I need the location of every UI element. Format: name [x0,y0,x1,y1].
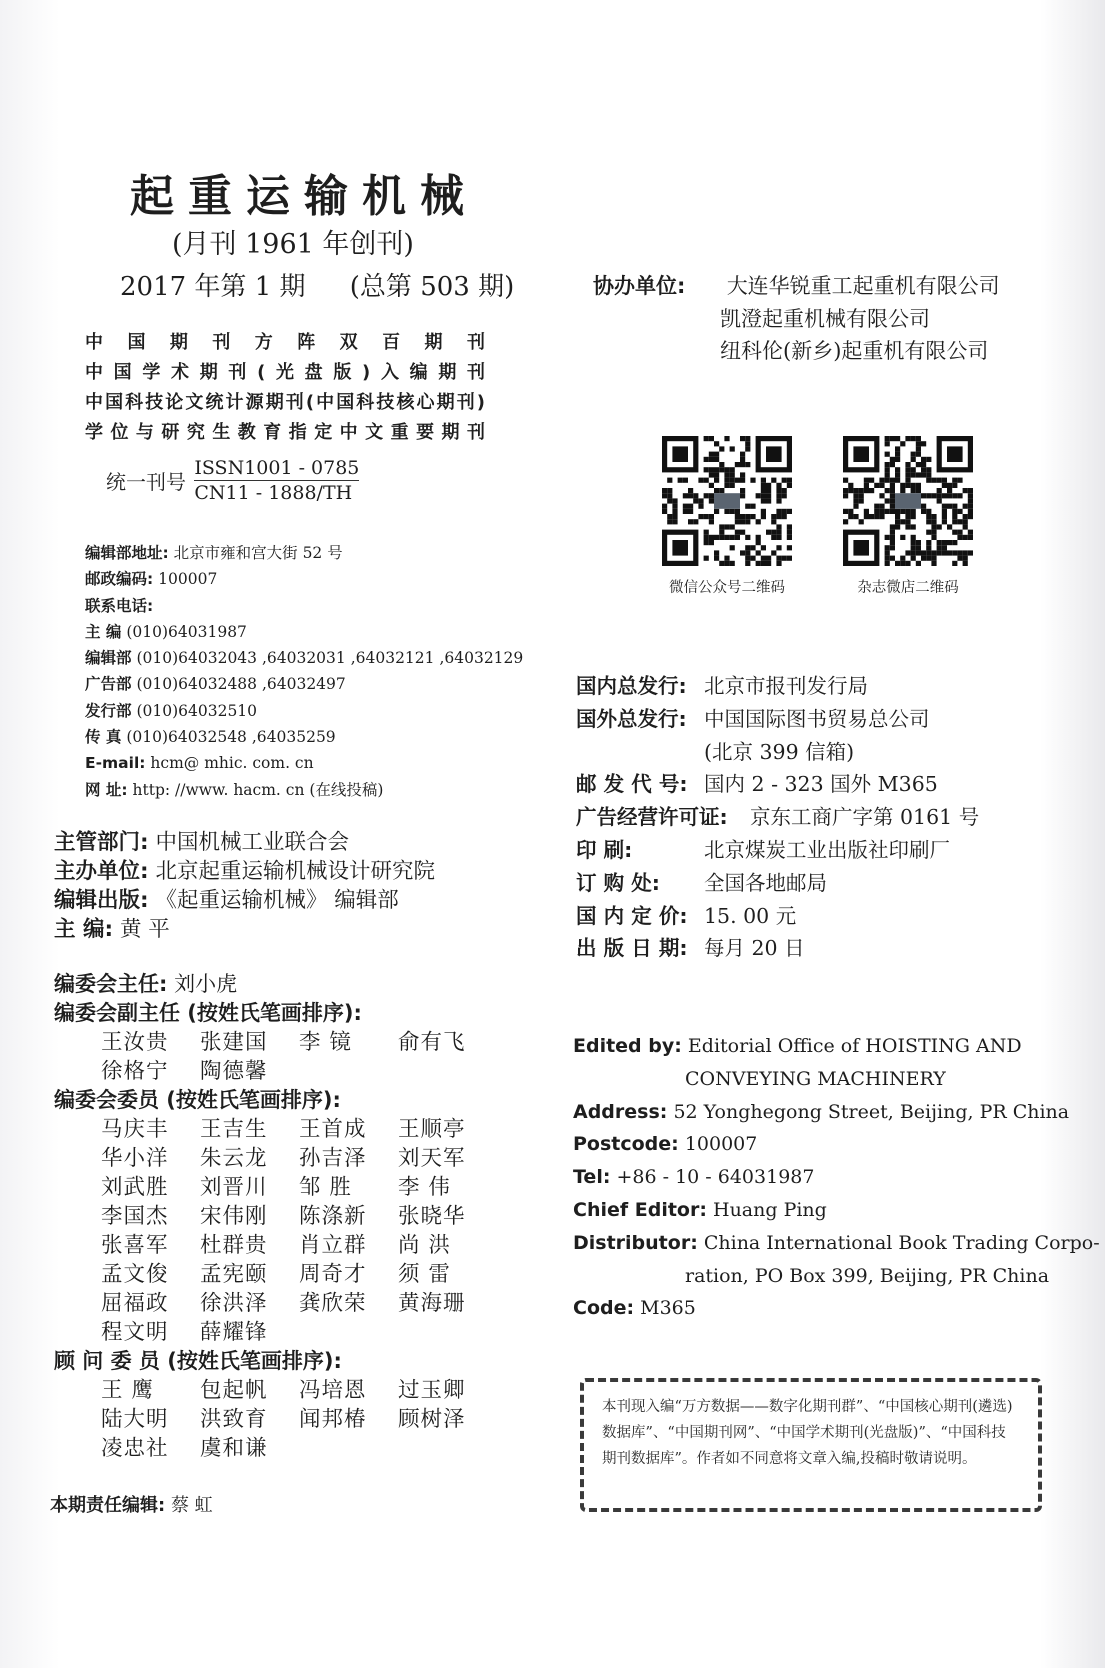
dist-label: 出 版 日 期: [576,936,688,961]
eng-chief: Huang Ping [713,1198,827,1221]
board-name: 李 镜 [299,1030,352,1055]
contact-info [85,540,523,803]
contact-label: 联系电话: [85,596,154,615]
index-item: 中 国 期 刊 方 阵 双 百 期 刊 [85,332,485,353]
board-name: 顾树泽 [398,1407,466,1432]
contact-label: 主 编 [85,622,122,641]
board-name: 闻邦椿 [299,1407,367,1432]
board-name: 王汝贵 [101,1030,169,1055]
contact-label: E-mail: [85,754,146,773]
contact-address: 北京市雍和宫大街 52 号 [173,544,343,562]
store-qr [843,436,973,570]
eng-chief-row [573,1194,1053,1227]
board-name: 陈涤新 [299,1204,367,1229]
eng-edited-row-2 [573,1063,1053,1096]
journal-title: 起重运输机械 [130,171,478,222]
english-info [573,1030,1100,1325]
board-name: 华小洋 [101,1146,169,1171]
qr-caption: 杂志微店二维码 [857,580,959,596]
mgmt-label: 主办单位: [54,859,149,884]
board-name: 陆大明 [101,1407,169,1432]
contact-email: hcm@ mhic. com. cn [150,754,314,773]
board-chair-row [54,970,514,999]
dist-label: 印 刷: [576,837,633,862]
board-name: 王 鹰 [101,1378,154,1403]
board-name: 冯培恩 [299,1378,367,1403]
qr-code-icon [662,436,792,566]
dist-foreign-row [576,703,979,736]
mgmt-label: 主管部门: [54,830,149,855]
eng-postcode: 100007 [684,1133,758,1156]
contact-postcode-row [85,566,523,592]
vice-chair-list [101,1028,514,1086]
dist-label: 邮 发 代 号: [576,772,688,797]
dist-order-row [576,867,979,900]
contact-web: http: //www. hacm. cn (在线投稿) [132,780,384,799]
board-name: 王顺亭 [398,1117,466,1142]
eng-label: Edited by: [573,1035,682,1057]
issn-block [106,456,359,505]
dist-code: 国内 2 - 323 国外 M365 [704,772,938,797]
board-name: 周奇才 [299,1262,367,1287]
board-name: 须 雷 [398,1262,451,1287]
contact-label: 传 真 [85,728,122,747]
eng-distributor-row-2 [573,1260,1053,1293]
board-name: 孟文俊 [101,1262,169,1287]
board-label: 编委会副主任 (按姓氏笔画排序): [54,1001,362,1025]
eng-edited-row [573,1030,1053,1063]
contact-dist-phone: (010)64032510 [136,701,258,720]
eng-label: Address: [573,1100,668,1123]
contact-phone-heading [85,593,523,619]
board-name: 李 伟 [398,1175,451,1200]
contact-web-row [85,777,523,803]
dist-label: 国 内 定 价: [576,903,688,928]
board-label: 顾 问 委 员 (按姓氏笔画排序): [54,1349,342,1373]
dist-date-row [576,932,979,965]
board-name: 虞和谦 [200,1436,268,1461]
mgmt-dept: 中国机械工业联合会 [155,830,349,855]
board-name: 俞有飞 [398,1030,466,1055]
dist-foreign-box: (北京 399 信箱) [704,739,855,764]
eng-postcode-row [573,1128,1053,1161]
board-name: 孙吉泽 [299,1146,367,1171]
board-advisors-heading [54,1347,514,1376]
dist-code-row [576,768,979,801]
board-name: 王吉生 [200,1117,268,1142]
dist-price-row [576,900,979,933]
cn-number: CN11 - 1888/TH [194,482,353,504]
board-name: 屈福政 [101,1291,169,1316]
board-name: 宋伟刚 [200,1204,268,1229]
contact-fax: (010)64032548 ,64035259 [126,728,336,747]
mgmt-sponsor: 北京起重运输机械设计研究院 [155,859,435,884]
eng-label: Distributor: [573,1231,698,1254]
board-name: 徐洪泽 [200,1291,268,1316]
contact-editorial-phone: (010)64032043 ,64032031 ,64032121 ,64032129 [136,649,524,668]
board-name: 王首成 [299,1117,367,1142]
contact-label: 网 址: [85,780,128,799]
contact-label: 广告部 [85,675,132,694]
issue-line [120,266,550,303]
board-members-heading [54,1086,514,1115]
journal-subtitle: (月刊 1961 年创刊) [172,229,414,260]
qr-caption: 微信公众号二维码 [669,580,785,596]
member-list [101,1115,514,1347]
mgmt-label: 编辑出版: [54,888,149,913]
board-chair: 刘小虎 [174,972,238,996]
contact-fax-row [85,724,523,750]
mgmt-dept-row [54,828,435,857]
contact-label: 发行部 [85,701,132,720]
responsible-editor [50,1491,213,1517]
board-name: 陶德馨 [200,1059,268,1084]
eng-code: M365 [640,1297,696,1320]
mgmt-publisher: 《起重运输机械》 编辑部 [155,888,399,913]
dist-price: 15. 00 元 [704,903,797,928]
dist-label: 广告经营许可证: [576,805,728,830]
mgmt-label: 主 编: [54,917,114,942]
eng-address-row [573,1096,1070,1129]
co-org-item: 凯澄起重机械有限公司 [720,306,930,331]
dist-order: 全国各地邮局 [704,870,827,895]
qr-code-icon [843,436,973,566]
eng-distributor-row [573,1227,1100,1260]
dist-label: 国内总发行: [576,674,687,698]
board-name: 程文明 [101,1320,169,1345]
advisor-list [101,1376,514,1463]
mgmt-sponsor-row [54,857,435,886]
board-label: 编委会委员 (按姓氏笔画排序): [54,1088,341,1112]
eng-distributor: China International Book Trading Corpo- [703,1231,1100,1254]
board-name: 邹 胜 [299,1175,352,1200]
board-name: 洪致育 [200,1407,268,1432]
mgmt-publisher-row [54,886,435,915]
co-org-row [593,335,1000,368]
eng-label: Code: [573,1297,635,1320]
contact-chief-phone: (010)64031987 [126,622,247,641]
index-item: 学位与研究生教育指定中文重要期刊 [85,422,485,443]
board-name: 凌忠社 [101,1436,169,1461]
co-org-row [593,303,1000,336]
board-name: 张喜军 [101,1233,169,1258]
board-name: 张建国 [200,1030,268,1055]
eng-code-row [573,1292,1053,1325]
board-name: 过玉卿 [398,1378,466,1403]
management-info [54,828,435,944]
contact-ad-row [85,671,523,697]
eng-label: Chief Editor: [573,1198,707,1221]
issue-total: (总第 503 期) [349,272,515,302]
contact-chief-row [85,619,523,645]
dist-foreign: 中国国际图书贸易总公司 [704,706,930,731]
editorial-board [54,970,514,1463]
index-item: 中国学术期刊(光盘版)入编期刊 [85,362,485,383]
board-name: 张晓华 [398,1204,466,1229]
mgmt-editor-row [54,915,435,944]
co-organizers [593,270,1000,368]
board-name: 刘晋川 [200,1175,268,1200]
issn-number: ISSN1001 - 0785 [194,457,360,479]
dist-print: 北京煤炭工业出版社印刷厂 [704,837,950,862]
dist-domestic: 北京市报刊发行局 [704,674,868,698]
board-label: 编委会主任: [54,972,168,996]
dist-license-row [576,801,979,834]
eng-distributor-2: ration, PO Box 399, Beijing, PR China [685,1264,1050,1287]
dist-print-row [576,834,979,867]
co-org-label: 协办单位: [593,274,686,298]
contact-dist-row [85,698,523,724]
issue-number: 2017 年第 1 期 [120,272,306,302]
eng-edited: Editorial Office of HOISTING AND [687,1035,1022,1057]
co-org-row [593,270,1000,303]
eng-tel: +86 - 10 - 64031987 [616,1166,815,1189]
board-name: 朱云龙 [200,1146,268,1171]
board-name: 龚欣荣 [299,1291,367,1316]
board-name: 刘天军 [398,1146,466,1171]
mgmt-editor: 黄 平 [119,917,170,942]
contact-label: 邮政编码: [85,570,154,589]
board-name: 杜群贵 [200,1233,268,1258]
contact-email-row [85,750,523,776]
issn-fraction [194,456,359,505]
board-name: 徐格宁 [101,1059,169,1084]
dist-domestic-row [576,670,979,703]
dist-label: 订 购 处: [576,870,660,895]
dist-foreign-box-row [576,736,979,769]
board-name: 刘武胜 [101,1175,169,1200]
wechat-qr [662,436,792,570]
board-name: 黄海珊 [398,1291,466,1316]
contact-postcode: 100007 [158,570,218,589]
dist-label: 国外总发行: [576,706,687,731]
board-name: 马庆丰 [101,1117,169,1142]
dist-license: 京东工商广字第 0161 号 [750,805,980,830]
board-name: 薛耀锋 [200,1320,268,1345]
board-name: 包起帆 [200,1378,268,1403]
contact-label: 编辑部 [85,649,132,668]
distribution-info [576,670,979,965]
notice-box: 本刊现入编“万方数据——数字化期刊群”、“中国核心期刊(遴选)数据库”、“中国期刊网”、“中国学术期刊(光盘版)”、“中国科技期刊数据库”。作者如不同意将文章入编,投稿时敬请说明。 [580,1378,1042,1512]
eng-address: 52 Yonghegong Street, Beijing, PR China [673,1100,1070,1123]
contact-address-row [85,540,523,566]
issn-label: 统一刊号 [106,470,186,494]
eng-label: Tel: [573,1166,611,1189]
responsible-label: 本期责任编辑: [50,1495,166,1516]
eng-label: Postcode: [573,1133,679,1156]
contact-editorial-row [85,645,523,671]
eng-edited-2: CONVEYING MACHINERY [685,1067,946,1090]
co-org-item: 纽科伦(新乡)起重机有限公司 [720,339,989,363]
board-vice-heading [54,999,514,1028]
index-item: 中国科技论文统计源期刊(中国科技核心期刊) [85,392,485,413]
board-name: 肖立群 [299,1233,367,1258]
dist-date: 每月 20 日 [704,936,805,961]
index-list [85,328,485,448]
contact-ad-phone: (010)64032488 ,64032497 [136,675,346,694]
contact-label: 编辑部地址: [85,544,169,562]
board-name: 尚 洪 [398,1233,451,1258]
co-org-item: 大连华锐重工起重机有限公司 [726,274,1000,298]
eng-tel-row [573,1161,1053,1194]
board-name: 孟宪颐 [200,1262,268,1287]
board-name: 李国杰 [101,1204,169,1229]
responsible-name: 蔡 虹 [170,1495,213,1516]
